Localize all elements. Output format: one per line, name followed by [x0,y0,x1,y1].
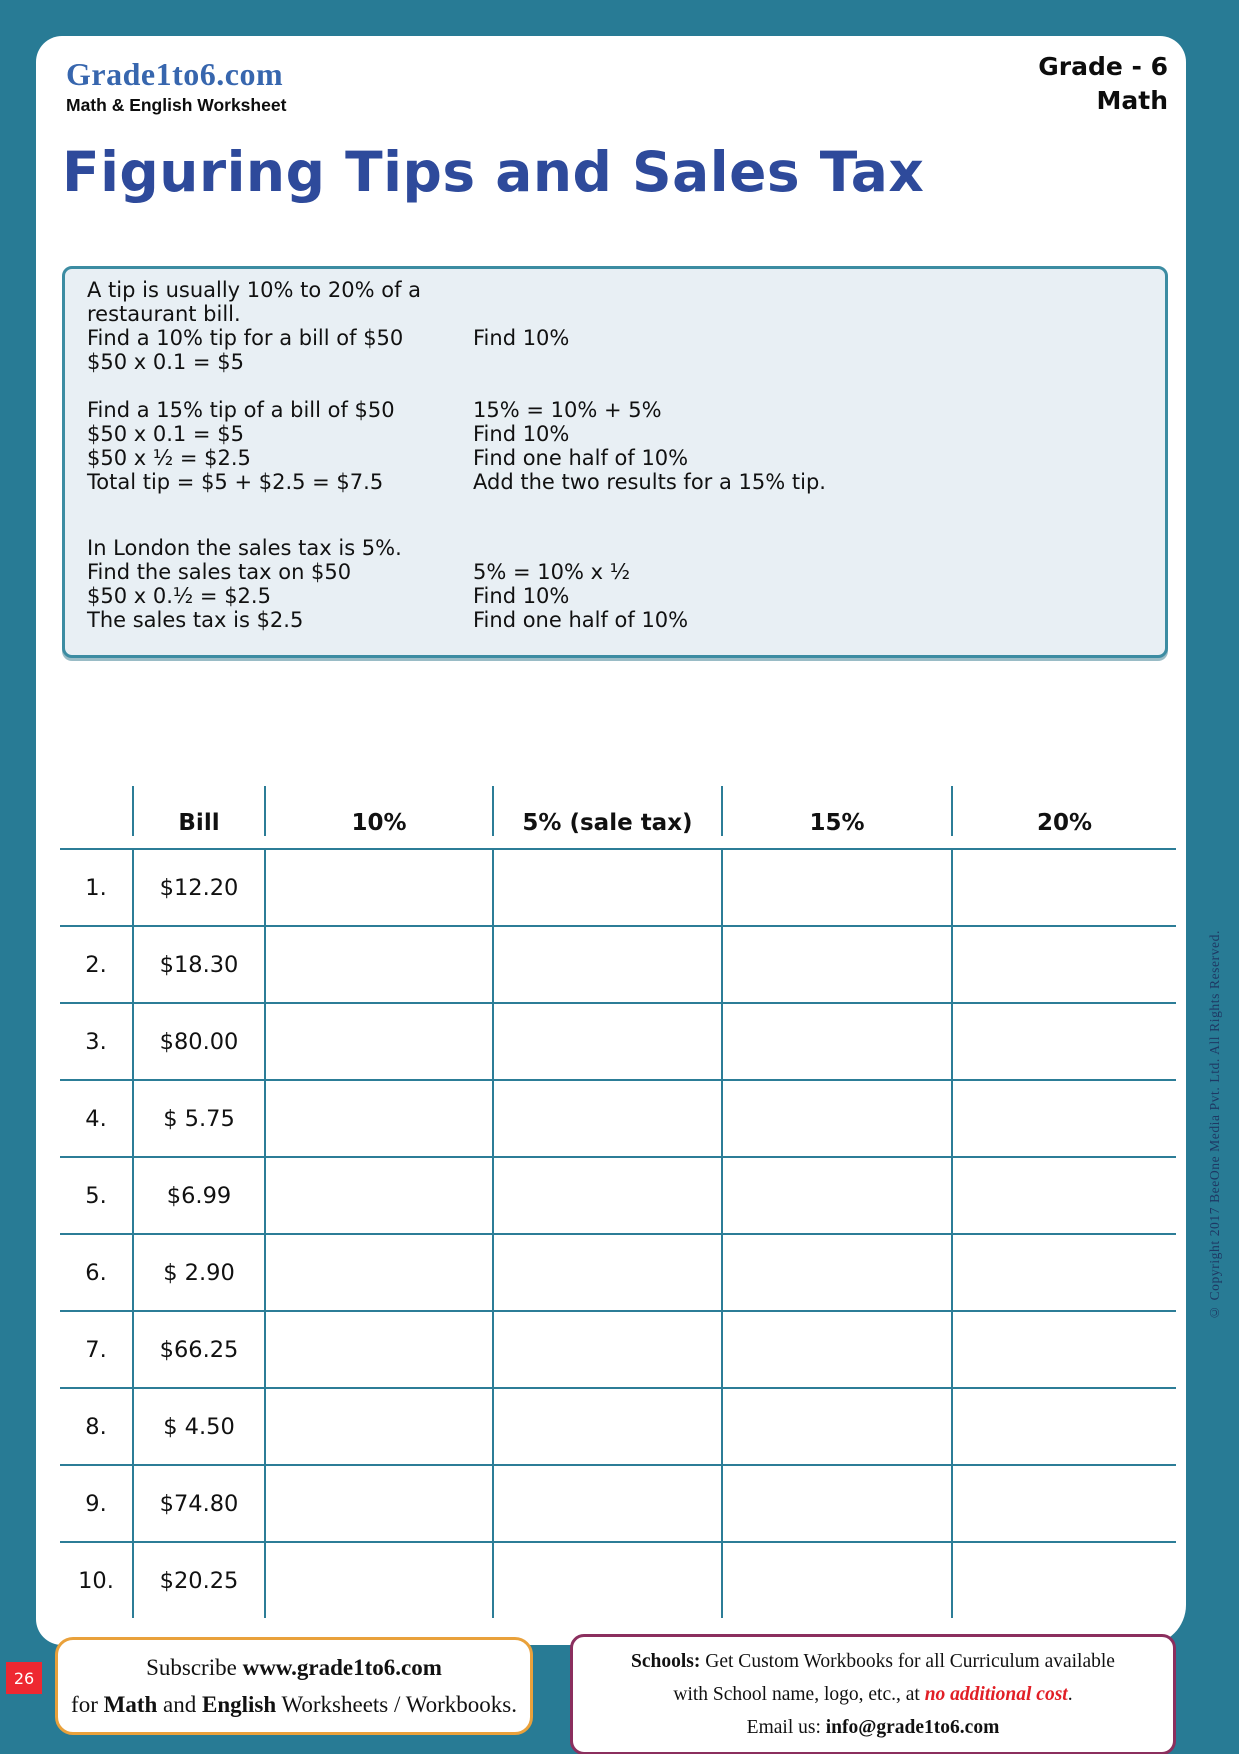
row-number-cell: 7. [85,1336,107,1363]
subscribe-line-2 [64,1686,524,1723]
text-segment: www.grade1to6.com [242,1655,442,1680]
instruction-right-text [473,536,1155,560]
table-header-number [60,786,132,836]
table-row [60,1233,1176,1310]
bill-cell: $74.80 [132,1466,264,1541]
instruction-row [87,446,1155,470]
text-segment: Email us: [746,1717,826,1738]
answer-cell-20pct [951,1466,1176,1541]
answer-cell-10pct [264,1312,492,1387]
row-number-cell: 9. [85,1490,107,1517]
instruction-left-text: Find the sales tax on $50 [87,560,352,584]
table-header-5pct-sale-tax: 5% (sale tax) [492,786,721,836]
table-row [60,848,1176,925]
answer-cell-5pct [492,1543,721,1618]
answer-cell-20pct [951,850,1176,925]
answer-cell-20pct [951,1158,1176,1233]
row-number-cell: 5. [85,1182,107,1209]
instruction-box [62,266,1168,658]
answer-cell-15pct [721,850,951,925]
instruction-row [87,422,1155,446]
grade-label: Grade - 6 [1038,52,1168,81]
text-segment: . [1067,1684,1073,1705]
answer-cell-10pct [264,1158,492,1233]
site-tagline: Math & English Worksheet [66,95,287,115]
instruction-row [87,350,1155,374]
schools-line-1 [581,1645,1165,1678]
table-row [60,1541,1176,1618]
table-header-row [60,786,1176,848]
page-number-badge: 26 [6,1662,42,1694]
answer-cell-10pct [264,1543,492,1618]
answer-cell-5pct [492,1081,721,1156]
answer-cell-5pct [492,1004,721,1079]
instruction-left-text: A tip is usually 10% to 20% of a restaurant bill. [87,278,422,326]
answer-cell-20pct [951,1004,1176,1079]
instruction-right-text: Find one half of 10% [473,608,689,632]
instruction-right-text [473,278,1155,326]
answer-cell-15pct [721,1312,951,1387]
answer-cell-20pct [951,1235,1176,1310]
answer-cell-10pct [264,1004,492,1079]
bill-cell: $ 5.75 [132,1081,264,1156]
instruction-right-text: 15% = 10% + 5% [473,398,662,422]
table-body [60,848,1176,1618]
text-segment: Math [103,1692,158,1717]
site-logo [66,56,286,116]
instruction-left-text: In London the sales tax is 5%. [87,536,402,560]
table-row [60,925,1176,1002]
schools-box [570,1634,1176,1754]
copyright-vertical-text: © Copyright 2017 BeeOne Media Pvt. Ltd. All Rights Reserved. [1207,930,1222,1320]
instruction-row [87,608,1155,632]
instruction-spacer [87,374,1155,398]
row-number-cell: 2. [85,951,107,978]
worksheet-page [36,36,1186,1645]
instruction-right-text: Find one half of 10% [473,446,689,470]
instruction-left-text: $50 x 0.1 = $5 [87,350,244,374]
answer-cell-10pct [264,1389,492,1464]
table-row [60,1079,1176,1156]
answer-cell-10pct [264,850,492,925]
bill-cell: $ 4.50 [132,1389,264,1464]
text-segment: Worksheets / Workbooks. [276,1692,517,1717]
answer-cell-5pct [492,1389,721,1464]
answer-cell-20pct [951,1312,1176,1387]
answer-cell-5pct [492,927,721,1002]
instruction-row [87,560,1155,584]
answer-cell-15pct [721,1389,951,1464]
answer-cell-15pct [721,1081,951,1156]
answer-cell-20pct [951,1389,1176,1464]
bill-cell: $20.25 [132,1543,264,1618]
subscribe-box [55,1637,533,1735]
instruction-left-text: Find a 15% tip of a bill of $50 [87,398,395,422]
row-number-cell: 3. [85,1028,107,1055]
instruction-row [87,278,1155,326]
site-name: Grade1to6.com [66,56,284,92]
answer-cell-20pct [951,1543,1176,1618]
bill-cell: $80.00 [132,1004,264,1079]
instruction-left-text: $50 x ½ = $2.5 [87,446,251,470]
worksheet-table [60,786,1176,1618]
answer-cell-10pct [264,1081,492,1156]
instruction-spacer [87,494,1155,536]
row-number-cell: 4. [85,1105,107,1132]
answer-cell-5pct [492,1312,721,1387]
instruction-row [87,470,1155,494]
answer-cell-5pct [492,1466,721,1541]
answer-cell-15pct [721,927,951,1002]
table-header-20pct: 20% [951,786,1176,836]
row-number-cell: 1. [85,874,107,901]
answer-cell-15pct [721,1004,951,1079]
instruction-left-text: $50 x 0.½ = $2.5 [87,584,271,608]
bill-cell: $6.99 [132,1158,264,1233]
text-segment: no additional cost [924,1684,1068,1705]
instruction-right-text: 5% = 10% x ½ [473,560,631,584]
row-number-cell: 10. [78,1567,114,1594]
bill-cell: $18.30 [132,927,264,1002]
text-segment: Get Custom Workbooks for all Curriculum available [700,1651,1115,1672]
answer-cell-15pct [721,1543,951,1618]
subscribe-line-1 [64,1649,524,1686]
schools-line-3 [581,1711,1165,1744]
answer-cell-10pct [264,1235,492,1310]
page-title: Figuring Tips and Sales Tax [62,140,925,204]
text-segment: info@grade1to6.com [825,1717,1000,1738]
answer-cell-5pct [492,1235,721,1310]
table-row [60,1156,1176,1233]
text-segment: Subscribe [146,1655,243,1680]
table-row [60,1310,1176,1387]
answer-cell-20pct [951,1081,1176,1156]
grade-block [1038,50,1168,118]
bill-cell: $12.20 [132,850,264,925]
table-row [60,1464,1176,1541]
bill-cell: $ 2.90 [132,1235,264,1310]
instruction-left-text: Total tip = $5 + $2.5 = $7.5 [87,470,384,494]
answer-cell-15pct [721,1158,951,1233]
instruction-left-text: The sales tax is $2.5 [87,608,304,632]
instruction-left-text: $50 x 0.1 = $5 [87,422,244,446]
answer-cell-20pct [951,927,1176,1002]
subject-label: Math [1096,86,1168,115]
text-segment: and [157,1692,203,1717]
instruction-row [87,398,1155,422]
table-row [60,1002,1176,1079]
answer-cell-15pct [721,1235,951,1310]
schools-line-2 [581,1678,1165,1711]
instruction-row [87,326,1155,350]
answer-cell-10pct [264,927,492,1002]
answer-cell-15pct [721,1466,951,1541]
text-segment: English [202,1692,277,1717]
instruction-row [87,536,1155,560]
text-segment: with School name, logo, etc., at [673,1684,925,1705]
bill-cell: $66.25 [132,1312,264,1387]
instruction-right-text: Find 10% [473,422,570,446]
row-number-cell: 8. [85,1413,107,1440]
table-header-15pct: 15% [721,786,951,836]
instruction-right-text: Add the two results for a 15% tip. [473,470,826,494]
text-segment: Schools: [631,1651,701,1672]
instruction-right-text: Find 10% [473,326,570,350]
instruction-left-text: Find a 10% tip for a bill of $50 [87,326,404,350]
instruction-right-text: Find 10% [473,584,570,608]
row-number-cell: 6. [85,1259,107,1286]
answer-cell-5pct [492,1158,721,1233]
text-segment: for [71,1692,104,1717]
table-row [60,1387,1176,1464]
instruction-right-text [473,350,1155,374]
table-header-10pct: 10% [264,786,492,836]
answer-cell-10pct [264,1466,492,1541]
table-header-bill: Bill [132,786,264,836]
answer-cell-5pct [492,850,721,925]
instruction-row [87,584,1155,608]
